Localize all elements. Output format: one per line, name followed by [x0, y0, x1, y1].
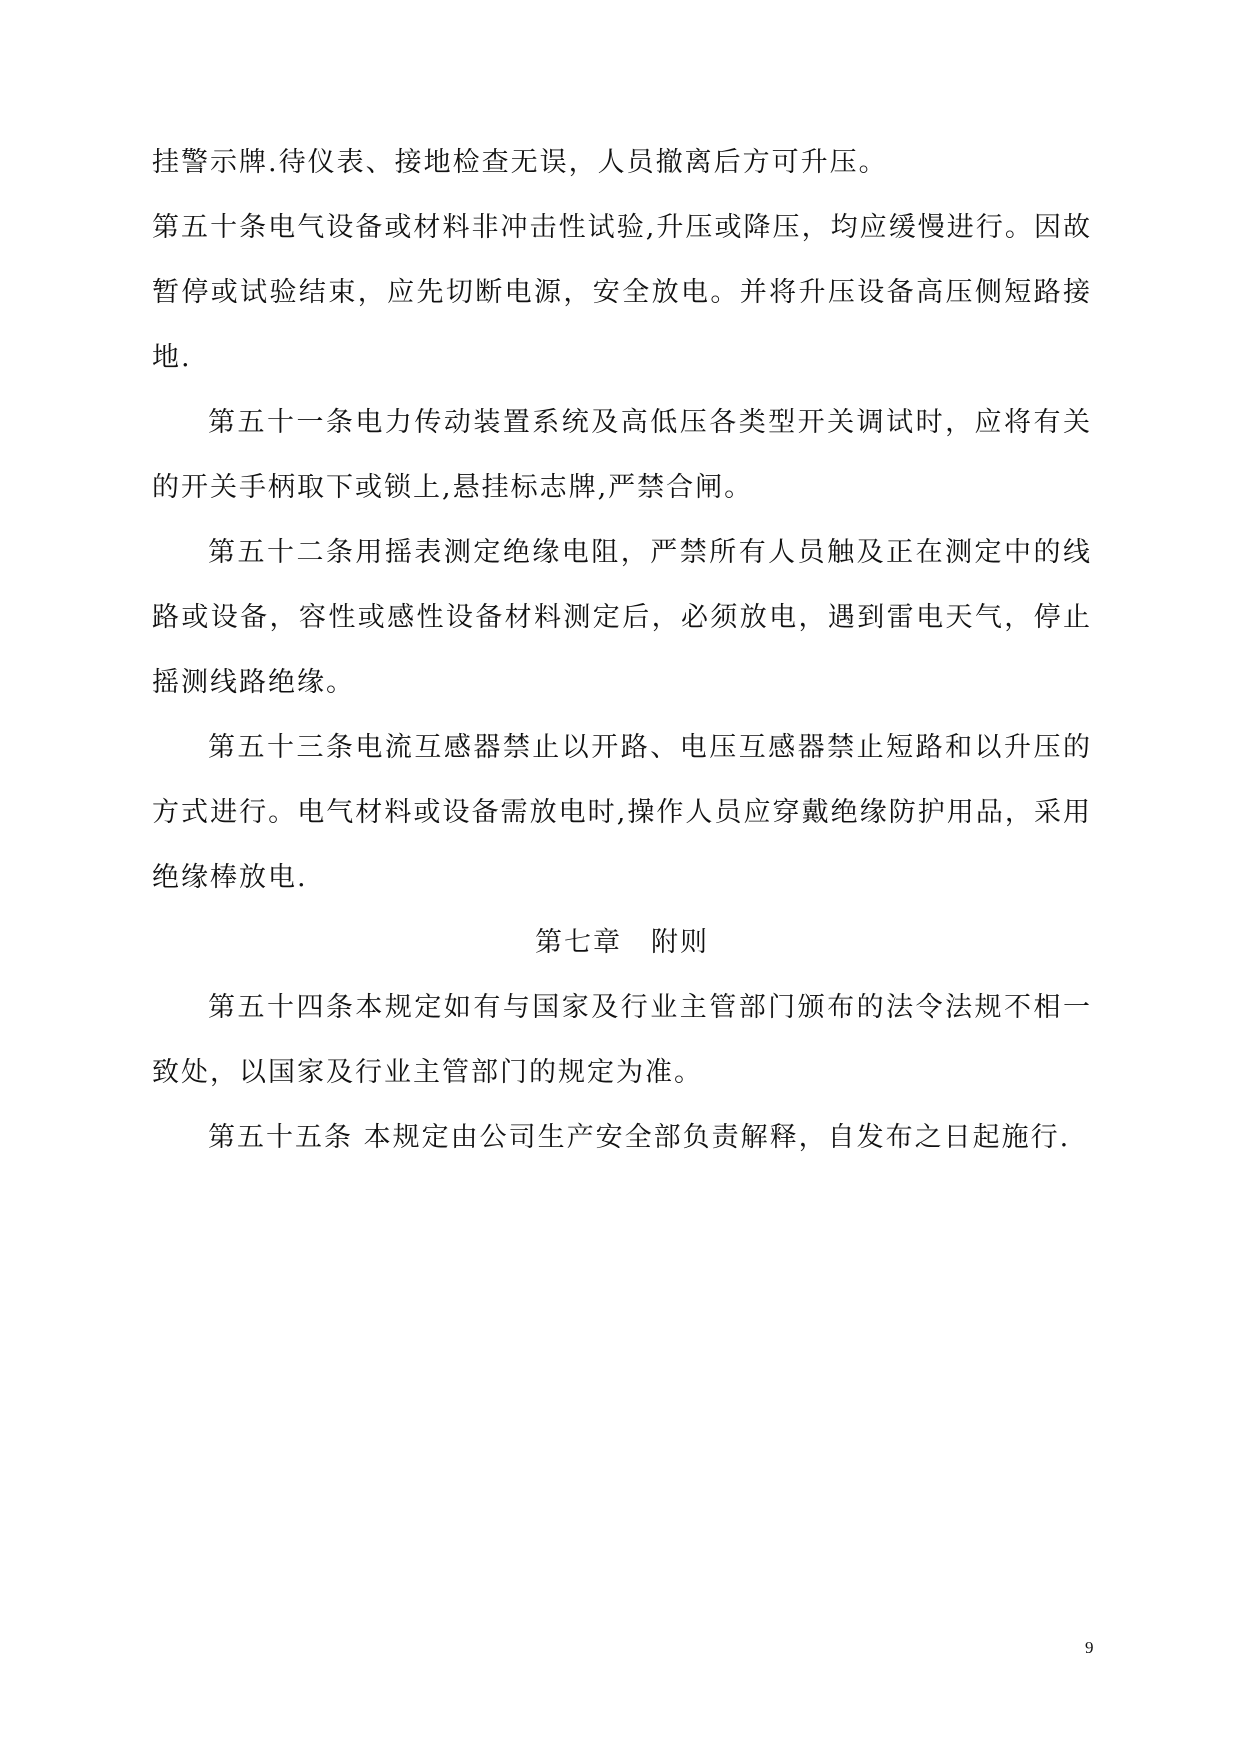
- article-53: 第五十三条电流互感器禁止以开路、电压互感器禁止短路和以升压的方式进行。电气材料或设备需放电时,操作人员应穿戴绝缘防护用品，采用绝缘棒放电.: [152, 732, 1092, 893]
- chapter-heading: 第七章 附则: [535, 927, 709, 958]
- article-50: 第五十条电气设备或材料非冲击性试验,升压或降压，均应缓慢进行。因故暂停或试验结束，应先切断电源，安全放电。并将升压设备高压侧短路接地.: [152, 212, 1092, 373]
- article-55: 第五十五条 本规定由公司生产安全部负责解释，自发布之日起施行.: [208, 1122, 1071, 1153]
- document-body: [152, 130, 1092, 1170]
- article-51: 第五十一条电力传动装置系统及高低压各类型开关调试时，应将有关的开关手柄取下或锁上,悬挂标志牌,严禁合闸。: [152, 407, 1092, 503]
- article-54: 第五十四条本规定如有与国家及行业主管部门颁布的法令法规不相一致处，以国家及行业主管部门的规定为准。: [152, 992, 1092, 1088]
- page-number: 9: [1085, 1638, 1094, 1657]
- paragraph-continuation: 挂警示牌.待仪表、接地检查无误，人员撤离后方可升压。: [152, 147, 888, 178]
- article-52: 第五十二条用摇表测定绝缘电阻，严禁所有人员触及正在测定中的线路或设备，容性或感性设备材料测定后，必须放电，遇到雷电天气，停止摇测线路绝缘。: [152, 537, 1092, 698]
